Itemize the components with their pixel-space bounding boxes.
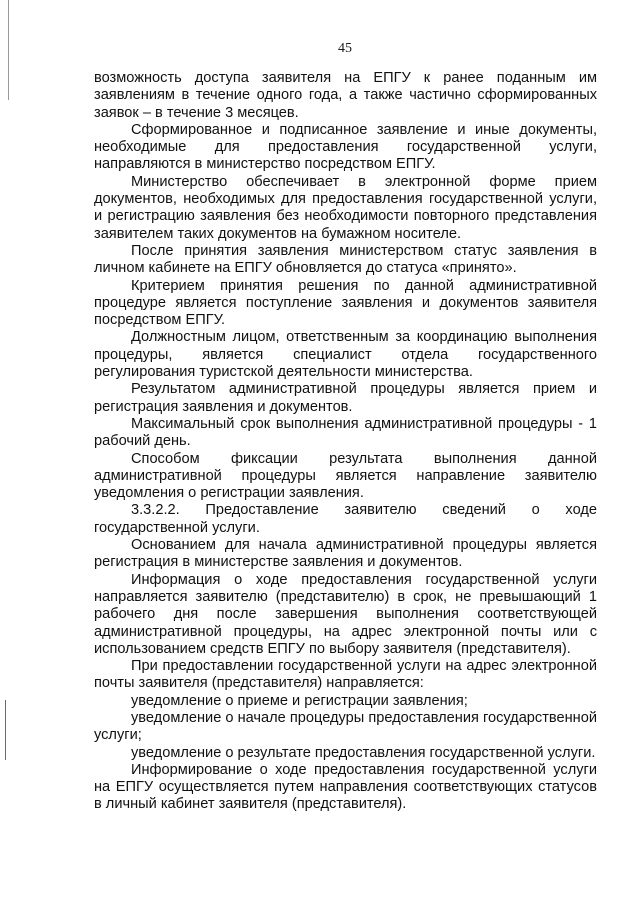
paragraph: Критерием принятия решения по данной административной процедуре является поступление заявления и документов заявителя посредством ЕПГУ. [94,277,597,329]
document-body [94,70,597,814]
paragraph: После принятия заявления министерством статус заявления в личном кабинете на ЕПГУ обновляется до статуса «принято». [94,242,597,277]
paragraph: Основанием для начала административной процедуры является регистрация в министерстве заявления и документов. [94,537,597,571]
paragraph: Министерство обеспечивает в электронной форме прием документов, необходимых для предоставления государственной услуги, и регистрацию заявления без необходимости повторного представления заявителем таких документов на бумажном носителе. [94,173,597,242]
list-item: уведомление о приеме и регистрации заявления; [131,692,468,709]
paragraph: Максимальный срок выполнения административной процедуры - 1 рабочий день. [94,415,597,450]
page-number: 45 [338,41,352,56]
section-heading: 3.3.2.2. Предоставление заявителю сведений о ходе государственной услуги. [94,502,597,536]
paragraph: возможность доступа заявителя на ЕПГУ к ранее поданным им заявлениям в течение одного года, а также частично сформированных заявок – в течение 3 месяцев. [94,70,597,121]
list-item: уведомление о начале процедуры предоставления государственной услуги; [94,709,597,744]
paragraph: При предоставлении государственной услуги на адрес электронной почты заявителя (представителя) направляется: [94,658,597,692]
paragraph: Должностным лицом, ответственным за координацию выполнения процедуры, является специалист отдела государственного регулирования туристской деятельности министерства. [94,329,597,381]
paragraph: Сформированное и подписанное заявление и иные документы, необходимые для предоставления государственной услуги, направляются в министерство посредством ЕПГУ. [94,121,597,173]
paragraph: Информация о ходе предоставления государственной услуги направляется заявителю (представителю) в срок, не превышающий 1 рабочего дня после завершения выполнения соответствующей административной процедуры, на адрес электронной почты или с использованием средств ЕПГУ по выбору заявителя (представителя). [94,571,597,657]
paragraph: Информирование о ходе предоставления государственной услуги на ЕПГУ осуществляется путем направления соответствующих статусов в личный кабинет заявителя (представителя). [94,761,597,813]
scan-margin-mark [5,700,6,760]
list-item: уведомление о результате предоставления государственной услуги. [131,744,596,761]
paragraph: Способом фиксации результата выполнения данной административной процедуры является направление заявителю уведомления о регистрации заявления. [94,450,597,502]
paragraph: Результатом административной процедуры является прием и регистрация заявления и документов. [94,381,597,415]
